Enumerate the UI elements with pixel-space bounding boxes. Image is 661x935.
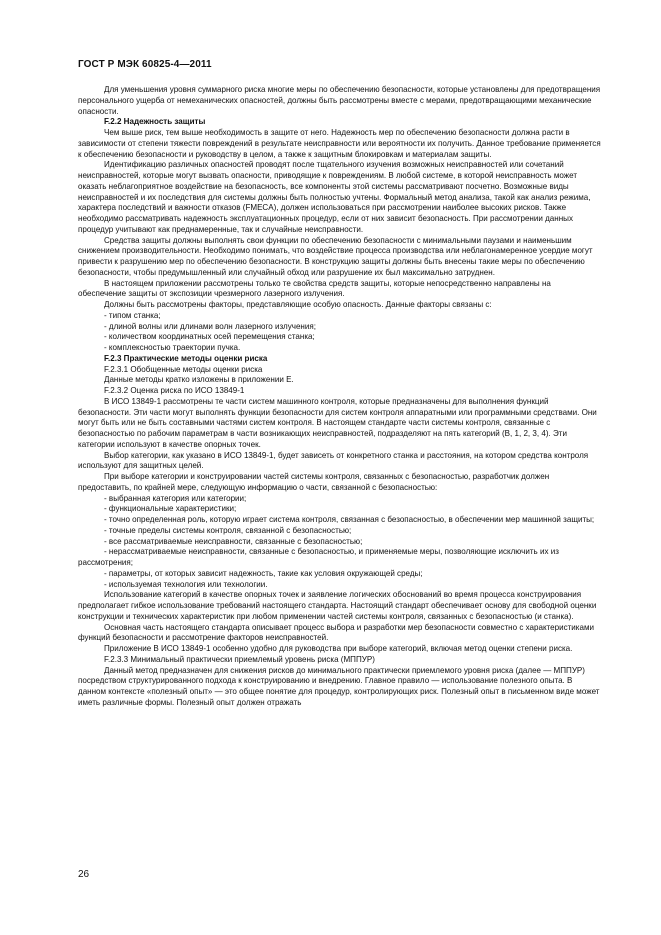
section-heading: F.2.3 Практические методы оценки риска — [104, 353, 268, 363]
document-header: ГОСТ Р МЭК 60825-4—2011 — [78, 59, 212, 70]
paragraph: Идентификацию различных опасностей проводят после тщательного изучения возможных неисправностей или сочетаний неисправностей, которые могут вызвать опасности, приводящие к повреждениям. В любой системе, в которой неисправность может оказать неблагоприятное воздействие на безопасность, все компоненты этой системы рассматривают посчетно. Возможные виды неисправностей и их последствия для системы должны быть полностью учтены. Формальный метод анализа, такой как анализ режима, характера последствий и важности отказов (FMECA), должен использоваться при рассмотрении наиболее высоких рисков. Также необходимо рассматривать надежность эксплуатационных процедур, если от них зависит безопасность. При рассмотрении данных процедур учитывают как преднамеренные, так и случайные неисправности. — [78, 160, 591, 234]
paragraph: Средства защиты должны выполнять свои функции по обеспечению безопасности с минимальными паузами и наименьшим снижением производительности. Необходимо понимать, что воздействие процесса производства или неблагонамеренное усердие могут привести к разрушению мер по обеспечению безопасности. В конструкцию защиты должны быть внесены такие меры по обеспечению безопасности, чтобы предумышленный или случайный обход или разрушение их был максимально затруднен. — [78, 235, 593, 277]
list-item: - используемая технология или технологии. — [104, 579, 268, 589]
paragraph: Использование категорий в качестве опорных точек и заявление логических обоснований во время процесса конструирования предполагает гибкое использование требований настоящего стандарта. Настоящий стандарт обеспечивает основу для свободной оценки конструкции и технических характеристик при любом применении частей системы контроля, связанных с безопасностью (и станка). — [78, 590, 597, 621]
paragraph: Выбор категории, как указано в ИСО 13849-1, будет зависеть от конкретного станка и расстояния, на котором средства контроля используют для защитных целей. — [78, 450, 589, 471]
paragraph: Приложение В ИСО 13849-1 особенно удобно для руководства при выборе категорий, включая метод оценки степени риска. — [104, 644, 573, 653]
document-body — [78, 85, 601, 709]
list-item: - количеством координатных осей перемещения станка; — [104, 332, 315, 342]
section-heading: F.2.2 Надежность защиты — [104, 117, 206, 127]
list-item: - параметры, от которых зависит надежность, такие как условия окружающей среды; — [104, 568, 423, 578]
list-item: - все рассматриваемые неисправности, связанные с безопасностью; — [104, 536, 363, 546]
paragraph: Должны быть рассмотрены факторы, представляющие особую опасность. Данные факторы связаны с: — [104, 300, 492, 309]
paragraph: Чем выше риск, тем выше необходимость в защите от него. Надежность мер по обеспечению безопасности должна расти в зависимости от степени тяжести повреждений в результате неисправности или вероятности их получить. Данное требование применяется к обеспечению безопасности и руководству в целом, а также к защитным блокировкам и материалам защиты. — [78, 128, 601, 159]
paragraph: F.2.3.1 Обобщенные методы оценки риска — [104, 364, 263, 374]
list-item: - комплексностью траектории пучка. — [104, 343, 241, 352]
paragraph: При выборе категории и конструировании частей системы контроля, связанных с безопасностью, разработчик должен предоставить, по крайней мере, следующую информацию о части, связанной с безопасностью: — [78, 472, 550, 492]
paragraph: F.2.3.3 Минимальный практически приемлемый уровень риска (МППУР) — [104, 654, 375, 664]
list-item: - точно определенная роль, которую играет система контроля, связанная с безопасностью, в обеспечении мер машинной защиты; — [104, 515, 595, 524]
paragraph: Данный метод предназначен для снижения рисков до минимального практически приемлемого уровня риска (далее — МППУР) посредством структурированного подхода к конструированию и внедрению. Главное правило — использование полезного опыта. В данном контексте «полезный опыт» — это общее понятие для процедур, контролирующих риск. Полезный опыт в письменном виде может иметь различные формы. Полезный опыт должен отражать — [78, 665, 600, 707]
paragraph: Данные методы кратко изложены в приложении Е. — [104, 375, 294, 385]
list-item: - функциональные характеристики; — [104, 504, 237, 514]
paragraph: В настоящем приложении рассмотрены только те свойства средств защиты, которые непосредственно направлены на обеспечение защиты от экспозиции чрезмерного лазерного излучения. — [78, 278, 551, 299]
list-item: - типом станка; — [104, 310, 161, 320]
list-item: - нерассматриваемые неисправности, связанные с безопасностью, и применяемые меры, позволяющие исключить их из рассмотрения; — [78, 547, 559, 567]
paragraph: Для уменьшения уровня суммарного риска многие меры по обеспечению безопасности, которые установлены для предотвращения персонального ущерба от немеханических опасностей, должны быть рассмотрены вместе с мерами, предотвращающими механические опасности. — [78, 85, 601, 116]
page-number: 26 — [78, 869, 90, 880]
paragraph: F.2.3.2 Оценка риска по ИСО 13849-1 — [104, 386, 245, 395]
list-item: - выбранная категория или категории; — [104, 493, 247, 503]
list-item: - точные пределы системы контроля, связанной с безопасностью; — [104, 525, 352, 535]
paragraph: Основная часть настоящего стандарта описывает процесс выбора и разработки мер безопасности совместно с характеристиками функций безопасности и рассмотрение факторов неисправностей. — [78, 622, 595, 643]
list-item: - длиной волны или длинами волн лазерного излучения; — [104, 321, 316, 331]
paragraph: В ИСО 13849-1 рассмотрены те части систем машинного контроля, которые предназначены для выполнения функций безопасности. Эти части могут выполнять функции безопасности для систем контроля аппаратными или программными средствами. Они могут быть или не быть составными частями систем контроля. В настоящем стандарте части системы контроля, связанные с безопасностью по рабочим параметрам в части возникающих неисправностей, подразделяют на пять категорий (В, 1, 2, 3, 4). Эти категории используют в качестве опорных точек. — [78, 396, 597, 449]
